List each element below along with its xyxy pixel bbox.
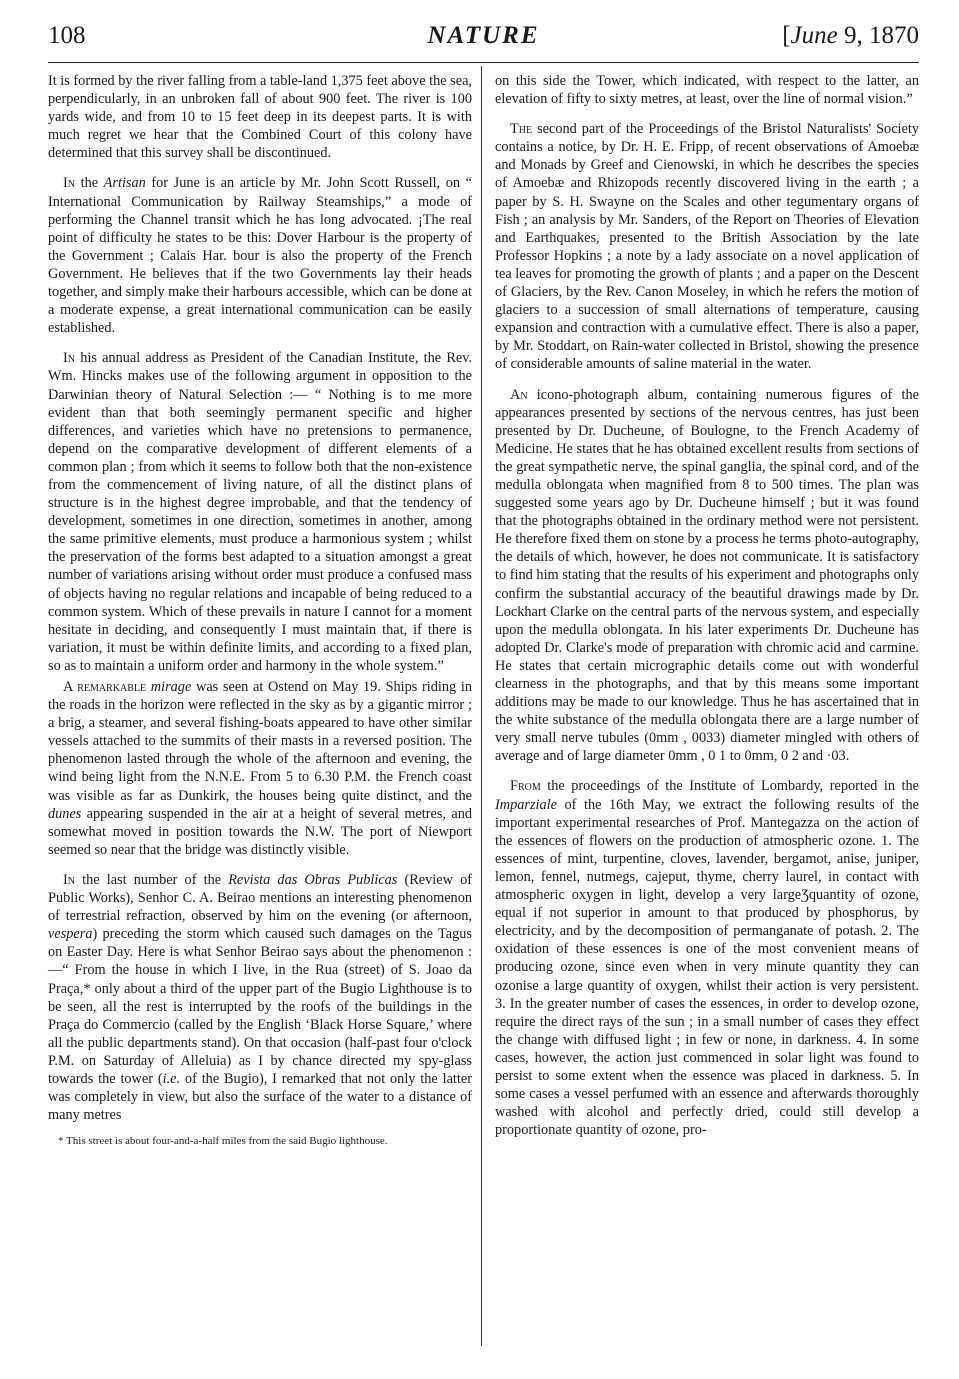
lead-word: From: [510, 778, 541, 795]
lead-word: In: [63, 871, 75, 888]
article-refraction-continued: on this side the Tower, which indicated, with respect to the latter, an elevation of fifty to sixty metres, at least, over the line of normal vision.”: [495, 73, 919, 108]
text-run: icono-photograph album, containing numerous figures of the appearances presented by sections of the nervous centres, has just been presented by Dr. Ducheune, of Boulogne, to the French Academy of Medicine. He states that he has obtained excellent results from sections of the great sympathetic nerve, the spinal ganglia, the spinal cord, and of the medulla oblongata when magnified from 8 to 500 times. The plan was suggested some years ago by Dr. Ducheune himself ; but it was found that the photographs obtained in the ordinary method were not persistent. He therefore fixed them on stone by a process he terms photo-autography, the details of which, however, he does not communicate. It is satisfactory to find him stating that the results of his experiment and photographs only confirm the substantial accuracy of the beautiful drawings made by Dr. Lockhart Clarke on the central parts of the nervous system, and especially upon the medulla oblongata. In his later experiments Dr. Ducheune has adopted Dr. Clarke's mode of preparation with chromic acid and carmine. He states that certain micrographic details come out with wonderful clearness in the photographs, and that by this means some important additions may be made to our knowledge. Thus he has ascertained that in the white substance of the medulla oblongata there are a large number of very small nerve tubules (0mm , 0033) diameter mingled with others of average and of large diameter 0mm , 0 1 to 0mm, 0 2 and ·03.: [495, 386, 919, 765]
text-run: appearing suspended in the air at a height of several metres, and somewhat moved in position towards the N.W. The port of Niewport seemed so near that the bridge was distinctly visible.: [48, 805, 472, 858]
article-photograph-album: [495, 386, 919, 766]
lead-word: The: [510, 121, 533, 138]
article-refraction: [48, 871, 472, 1124]
italic-term: i.e.: [162, 1070, 181, 1087]
date-rest: 9, 1870: [837, 22, 919, 49]
text-run: the last number of the: [74, 871, 229, 888]
text-run: second part of the Proceedings of the Bristol Naturalists' Society contains a notice, by Dr. H. E. Fripp, of recent observations of Amoebæ and Monads by Greef and Cienowski, in which he describes the species of Amoebæ and Rhizopods recently discovered living in the earth ; a paper by S. H. Swayne on the Scales and other tegumentary organs of Fish ; an analysis by Mr. Sanders, of the Report on Theories of Elevation and Earthquakes, presented to the British Association by the late Professor Hopkins ; a note by a lady associate on a novel application of tea leaves for promoting the growth of plants ; and a paper on the Descent of Glaciers, by the Rev. Canon Moseley, in which he refers the motion of glaciers to a succession of small alternations of temperature, causing expansion and contraction with a cumulative effect. There is also a paper, by Mr. Stoddart, on Rain-water collected in Bristol, showing the presence of considerable amounts of saline material in the water.: [495, 121, 919, 373]
lead-word: In: [63, 350, 75, 367]
italic-term: dunes: [48, 805, 82, 822]
page-number: 108: [48, 22, 86, 49]
publication-title: Revista das Obras Publicas: [228, 871, 398, 888]
text-run: for June is an article by Mr. John Scott Russell, on “ International Communication by Railway Steamships,” a mode of performing the Channel transit which he has long advocated. ¡The real point of difficulty he states to be this: Dover Harbour is the property of the Government ; Calais Har. bour is also the property of the French Government. He believes that if the two Governments lay their heads together, and simply make their harbours accessible, which can be done at a moderate expense, a great international communication can be easily established.: [48, 175, 472, 337]
article-bristol: [495, 120, 919, 373]
text-run: of the Bugio), I remarked that not only the latter was completely in view, but also the surface of the water to a distance of many metres: [48, 1070, 472, 1124]
article-waterfall-continued: It is formed by the river falling from a table-land 1,375 feet above the sea, perpendicularly, in an unbroken fall of about 900 feet. The river is 100 yards wide, and from 10 to 15 feet deep in its deepest parts. It is with much regret we hear that the Combined Court of this colony have determined that this survey shall be discontinued.: [48, 73, 472, 162]
publication-title: Artisan: [103, 175, 146, 192]
italic-term: mirage: [150, 679, 192, 695]
journal-title: NATURE: [427, 22, 540, 49]
issue-date: [782, 22, 919, 50]
article-artisan: [48, 174, 472, 337]
column-divider: [481, 66, 482, 1346]
text-run: the proceedings of the Institute of Lombardy, reported in the: [540, 778, 919, 795]
lead-word: An: [510, 386, 528, 403]
text-run: (Review of Public Works), Senhor C. A. Beirao mentions an interesting phenomenon of terrestrial refraction, observed by him on the evening (or afternoon,: [48, 871, 472, 925]
text-run: his annual address as President of the Canadian Institute, the Rev. Wm. Hincks makes use of the following argument in opposition to the Darwinian theory of Natural Selection :— “ Nothing is to me more evident than that both seemingly permanent specific and higher differences, and varieties which have no pretensions to permanence, depend on the comparative development of different elements of a common plan ; from which it seems to follow both that the non-existence from the commencement of living nature, of all the distinct plans of structure is in the highest degree improbable, and that the tendency of development, sometimes in one direction, sometimes in another, among the same primitive elements, must produce a harmonious system ; whilst the preservation of the forms best adapted to a situation amongst a great number of variations arising without order must produce a confused mass of objects having no regular relations and incapable of being reduced to a common system. Which of these prevails in nature I cannot for a moment hesitate in deciding, and consequently I must maintain that, if there is variation, it must be within definite limits, and according to a fixed plan, so as to maintain a uniform order and harmony in the whole system.”: [48, 350, 472, 674]
date-month: June: [790, 22, 838, 49]
lead-word: A remarkable: [63, 679, 147, 695]
lead-word: In: [63, 175, 75, 192]
right-column: [495, 72, 919, 1151]
text-run: of the 16th May, we extract the following results of the important experimental researches of Prof. Mantegazza on the action of the essences of flowers on the production of atmospheric ozone. 1. The essences of mint, turpentine, cloves, lavender, bergamot, anise, juniper, lemon, fennel, nutmegs, cajeput, thyme, cherry laurel, in contact with atmospheric oxygen in light, develop a very largeƷquantity of ozone, equal if not superior in amount to that produced by phosphorus, by electricity, and by the decomposition of permanganate of potash. 2. The oxidation of these essences is one of the most convenient means of producing ozone, since even when in very minute quantity they can ozonise a large quantity of oxygen, whilst their action is very persistent. 3. In the greater number of cases the essences, in order to develop ozone, require the direct rays of the sun ; in a small number of cases they effect the change with diffused light ; in few or none, in darkness. 4. In some cases, however, the action just commenced in solar light was found to persist to some extent when the essence was placed in darkness. 5. In some cases a vessel perfumed with an essence and afterwards thoroughly washed with alcohol and perfectly dried, could still develop a proportionate quantity of ozone, pro-: [495, 796, 919, 1139]
date-bracket: [: [782, 22, 791, 49]
article-ozone: [495, 777, 919, 1139]
text-run: the: [74, 175, 104, 192]
article-hincks: [48, 349, 472, 675]
italic-term: vespera: [48, 926, 93, 943]
text-run: was seen at Ostend on May 19. Ships riding in the roads in the horizon were reflected in the sky as by a gigantic mirror ; a brig, a steamer, and several fishing-boats appeared to have other similar vessels attached to the summits of their masts in a reversed position. The phenomenon lasted through the whole of the afternoon and evening, the wind being light from the N.N.E. From 5 to 6.30 P.M. the French coast was visible as far as Dunkirk, the houses being quite distinct, and the: [48, 679, 472, 804]
article-mirage: [48, 678, 472, 859]
header-rule: [48, 62, 919, 63]
footnote: * This street is about four-and-a-half miles from the said Bugio lighthouse.: [58, 1135, 388, 1148]
publication-title: Imparziale: [495, 796, 557, 813]
text-run: ) preceding the storm which caused such damages on the Tagus on Easter Day. Here is what Senhor Beirao says about the phenomenon :—“ From the house in which I live, in the Rua (street) of S. Joao da Praça,* only about a third of the upper part of the Bugio Lighthouse is to be seen, all the rest is interrupted by the roofs of the buildings in the Praça do Commercio (called by the English ‘Black Horse Square,’ where all the public departments stand). On that occasion (half-past four o'clock P.M. on Saturday of Alleluia) as I by chance directed my spy-glass towards the tower (: [48, 926, 472, 1087]
page-header: [48, 20, 919, 60]
left-column: [48, 72, 472, 1148]
